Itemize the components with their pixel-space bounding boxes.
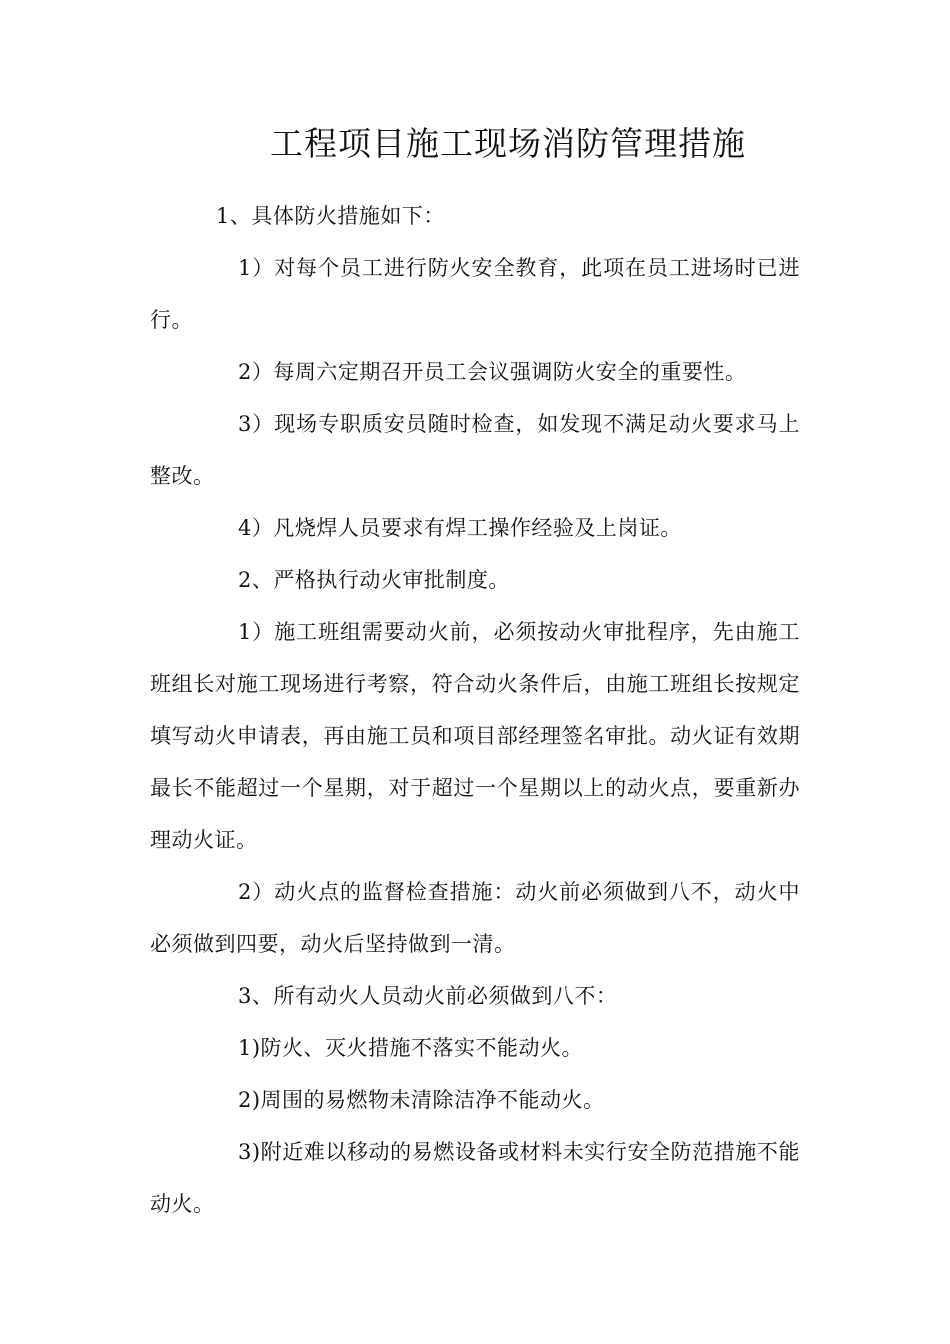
paragraph: 2）动火点的监督检查措施：动火前必须做到八不，动火中必须做到四要，动火后坚持做到一清。 <box>150 880 800 956</box>
paragraph: 4）凡烧焊人员要求有焊工操作经验及上岗证。 <box>238 516 682 540</box>
paragraph: 3）现场专职质安员随时检查，如发现不满足动火要求马上整改。 <box>150 412 800 488</box>
paragraph: 2）每周六定期召开员工会议强调防火安全的重要性。 <box>238 360 747 384</box>
document-body <box>150 190 800 1230</box>
document-title: 工程项目施工现场消防管理措施 <box>270 124 746 163</box>
paragraph: 1）施工班组需要动火前，必须按动火审批程序，先由施工班组长对施工现场进行考察，符合动火条件后，由施工班组长按规定填写动火申请表，再由施工员和项目部经理签名审批。动火证有效期最长不能超过一个星期，对于超过一个星期以上的动火点，要重新办理动火证。 <box>150 620 800 852</box>
section-heading: 2、严格执行动火审批制度。 <box>238 568 510 592</box>
paragraph: 1）对每个员工进行防火安全教育，此项在员工进场时已进行。 <box>150 256 800 332</box>
paragraph: 2)周围的易燃物未清除洁净不能动火。 <box>238 1088 605 1112</box>
section-heading: 1、具体防火措施如下： <box>216 204 445 228</box>
section-heading: 3、所有动火人员动火前必须做到八不： <box>238 984 618 1008</box>
paragraph: 3)附近难以移动的易燃设备或材料未实行安全防范措施不能动火。 <box>150 1140 800 1216</box>
paragraph: 1)防火、灭火措施不落实不能动火。 <box>238 1036 584 1060</box>
